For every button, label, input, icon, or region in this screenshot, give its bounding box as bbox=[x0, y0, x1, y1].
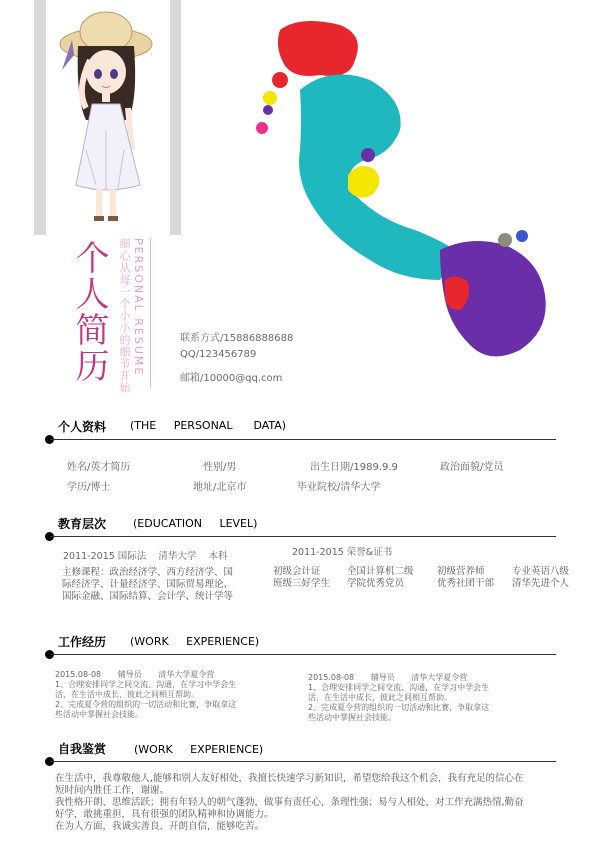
section-en-self: (WORK EXPERIENCE) bbox=[134, 743, 264, 756]
photo-panel bbox=[34, 0, 181, 235]
self-line: 我性格开朗、思维活跃；拥有年轻人的朝气蓬勃，做事有责任心，条理性强；易与人相处，对工作充满热情,勤奋 bbox=[55, 797, 524, 808]
photo-inner bbox=[46, 0, 170, 235]
honor-item: 全国计算机二级 bbox=[347, 566, 414, 577]
work-line: 活，在生活中成长，彼此之间相互帮助。 bbox=[308, 693, 452, 702]
section-en-education: (EDUCATION LEVEL) bbox=[133, 517, 258, 530]
info-birth: 出生日期/1989.9.9 bbox=[310, 462, 398, 473]
info-gender: 性别/男 bbox=[203, 462, 237, 473]
work-date: 2015.08-08 bbox=[308, 673, 355, 682]
contact-phone: 联系方式/15886888688 bbox=[180, 333, 294, 344]
self-evaluation bbox=[55, 773, 555, 833]
honor-item: 初级营养师 bbox=[437, 566, 485, 577]
section-en-work: (WORK EXPERIENCE) bbox=[130, 635, 260, 648]
section-rule bbox=[50, 654, 556, 655]
honor-item: 专业英语八级 bbox=[512, 566, 570, 577]
section-title-work: 工作经历 bbox=[58, 635, 107, 649]
work-entry bbox=[55, 670, 285, 720]
honors-title: 2011-2015 荣誉&证书 bbox=[292, 547, 393, 558]
section-rule bbox=[50, 439, 556, 440]
courses-line: 主修课程：政治经济学、西方经济学、国 bbox=[62, 567, 234, 578]
section-rule bbox=[50, 536, 556, 537]
self-line: 在生活中，我尊敬他人,能够和别人友好相处，我擅长快速学习新知识，希望您给我这个机会，我有充足的信心在 bbox=[55, 773, 524, 784]
section-title-education: 教育层次 bbox=[58, 517, 107, 531]
work-line: 2、完成夏令营的组织的一切活动和比赛，争取拿这 bbox=[55, 700, 237, 709]
title-divider bbox=[150, 238, 151, 388]
work-line: 1、合理安排同学之间交流、沟通，在学习中学会生 bbox=[55, 680, 237, 689]
info-political: 政治面貌/党员 bbox=[440, 462, 504, 473]
courses-line: 际经济学、计量经济学、国际贸易理论、 bbox=[62, 579, 234, 590]
slogan-vertical: 细心从每一个小小的细节开始 bbox=[118, 238, 131, 394]
work-line: 2、完成夏令营的组织的一切活动和比赛，争取拿这 bbox=[308, 703, 490, 712]
info-name: 姓名/英才简历 bbox=[67, 462, 131, 473]
work-line: 些活动中掌握社会技能。 bbox=[308, 713, 396, 722]
courses-line: 国际金融、国际结算、会计学、统计学等 bbox=[62, 591, 234, 602]
honor-item: 学院优秀党员 bbox=[347, 578, 405, 589]
section-title-personal: 个人资料 bbox=[58, 420, 107, 434]
work-line: 活，在生活中成长，彼此之间相互帮助。 bbox=[55, 690, 199, 699]
work-entry bbox=[308, 673, 538, 723]
resume-title: 个人简历 bbox=[69, 240, 109, 384]
work-line: 1、合理安排同学之间交流、沟通，在学习中学会生 bbox=[308, 683, 490, 692]
courses-block bbox=[62, 567, 272, 603]
info-address: 地址/北京市 bbox=[193, 482, 247, 493]
info-school: 毕业院校/清华大学 bbox=[297, 482, 381, 493]
resume-title-en: PERSONAL RESUME bbox=[132, 238, 145, 377]
work-line: 些活动中掌握社会技能。 bbox=[55, 710, 143, 719]
self-line: 好学，敢挑重担，具有很强的团队精神和协调能力。 bbox=[55, 809, 274, 820]
section-rule bbox=[50, 761, 556, 762]
honor-item: 优秀社团干部 bbox=[437, 578, 495, 589]
work-role: 辅导员 bbox=[117, 670, 142, 679]
avatar-illustration bbox=[46, 0, 170, 235]
education-period: 2011-2015 国际法 清华大学 本科 bbox=[63, 551, 228, 562]
info-degree: 学历/博士 bbox=[67, 482, 111, 493]
section-en-personal: (THE PERSONAL DATA) bbox=[130, 419, 287, 432]
contact-email: 邮箱/10000@qq.com bbox=[180, 373, 283, 384]
work-role: 辅导员 bbox=[370, 673, 395, 682]
work-org: 清华大学夏令营 bbox=[411, 673, 468, 682]
honor-item: 班级三好学生 bbox=[273, 578, 331, 589]
honor-item: 初级会计证 bbox=[273, 566, 321, 577]
self-line: 短时间内胜任工作，谢谢。 bbox=[55, 785, 170, 796]
self-line: 在为人方面，我诚实善良、开朗自信，能够吃苦。 bbox=[55, 821, 265, 832]
work-date: 2015.08-08 bbox=[55, 670, 102, 679]
work-org: 清华大学夏令营 bbox=[158, 670, 215, 679]
honor-item: 清华先进个人 bbox=[512, 578, 570, 589]
section-title-self: 自我鉴赏 bbox=[58, 742, 107, 756]
paint-splash-decoration bbox=[240, 10, 570, 370]
contact-qq: QQ/123456789 bbox=[180, 349, 257, 360]
